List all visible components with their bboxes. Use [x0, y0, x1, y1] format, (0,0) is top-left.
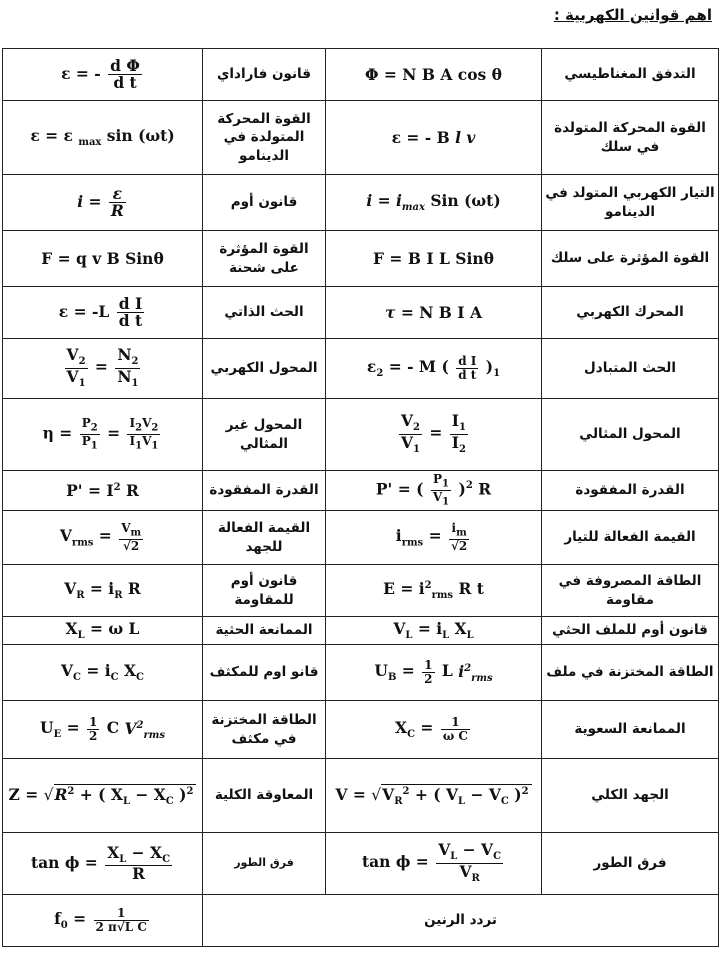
table-row — [3, 895, 719, 947]
law-name: القوة المحركة المتولدة في سلك — [542, 101, 719, 175]
law-name: تردد الرنين — [203, 895, 719, 947]
formula-mutual-induction: $\varepsilon_2$ = - M ( $\frac{\text{d I}}{\text{d t}}$ )$_1$ — [326, 339, 542, 399]
law-name: الحث المتبادل — [542, 339, 719, 399]
formula-power-loss-current: $P' = I^2$ R — [3, 471, 203, 511]
formula-wire-force: F = B I L Sinθ — [326, 231, 542, 287]
table-row — [3, 617, 719, 645]
table-row — [3, 701, 719, 759]
law-name: قانون أوم — [203, 175, 326, 231]
formula-efficiency: η = $\frac{P_2}{P_1}$ = $\frac{I_2V_2}{I_1V_1}$ — [3, 399, 203, 471]
table-row — [3, 565, 719, 617]
law-name: الطاقة المختزنة في مكثف — [203, 701, 326, 759]
formula-inductor-energy: $U_B$ = $\frac{1}{2}$ L $i^2_{rms}$ — [326, 645, 542, 701]
formula-flux: Φ = N B A cos θ — [326, 49, 542, 101]
law-name: فرق الطور — [203, 833, 326, 895]
formula-ohm: i = $\frac{\varepsilon}{R}$ — [3, 175, 203, 231]
formula-charge-force: F = q v B Sinθ — [3, 231, 203, 287]
formula-resistor-energy: $E = i^2_{rms}$ R t — [326, 565, 542, 617]
law-name: القوة المحركة المتولدة في الدينامو — [203, 101, 326, 175]
formula-capacitive-reactance: $X_C$ = $\frac{1}{\text{ω C}}$ — [326, 701, 542, 759]
law-name: القوة المؤثرة على سلك — [542, 231, 719, 287]
law-name: التدفق المغناطيسي — [542, 49, 719, 101]
table-row — [3, 49, 719, 101]
law-name: القيمة الفعالة للتيار — [542, 511, 719, 565]
law-name: الطاقة المختزنة في ملف — [542, 645, 719, 701]
formula-transformer: $\frac{V_2}{V_1}$ = $\frac{N_2}{N_1}$ — [3, 339, 203, 399]
formula-impedance: $Z = √R^2$ + ( $X_L - X_C$ )$^2$ — [3, 759, 203, 833]
table-row — [3, 471, 719, 511]
law-name: القيمة الفعالة للجهد — [203, 511, 326, 565]
formula-capacitor-ohm: $V_C = i_C$ $X_C$ — [3, 645, 203, 701]
formula-dynamo-emf: ε = ε $_{max}$ sin (ωt) — [3, 101, 203, 175]
formula-resonance: $f_0$ = $\frac{1}{\text{2 π√L C}}$ — [3, 895, 203, 947]
table-row — [3, 645, 719, 701]
law-name: الجهد الكلي — [542, 759, 719, 833]
law-name: الممانعة الحثية — [203, 617, 326, 645]
formula-resistor-ohm: $V_R = i_R$ R — [3, 565, 203, 617]
law-name: التيار الكهربي المتولد في الدينامو — [542, 175, 719, 231]
law-name: القدرة المفقودة — [203, 471, 326, 511]
table-row — [3, 231, 719, 287]
table-row — [3, 175, 719, 231]
law-name: القدرة المفقودة — [542, 471, 719, 511]
law-name: قانو اوم للمكثف — [203, 645, 326, 701]
law-name: الطاقة المصروفة في مقاومة — [542, 565, 719, 617]
law-name: المحول المثالي — [542, 399, 719, 471]
formula-wire-emf: ε = - B l v — [326, 101, 542, 175]
formula-motor-torque: τ = N B I A — [326, 287, 542, 339]
law-name: المحول الكهربي — [203, 339, 326, 399]
formula-power-loss-voltage: P' = ( $\frac{P_1}{V_1}$ )$^2$ R — [326, 471, 542, 511]
law-name: الممانعة السعوية — [542, 701, 719, 759]
table-row — [3, 833, 719, 895]
formula-faraday: ε = - $\frac{\text{d Φ}}{\text{d t}}$ — [3, 49, 203, 101]
law-name: قانون أوم للمقاومة — [203, 565, 326, 617]
formula-capacitor-energy: $U_E$ = $\frac{1}{2}$ C $V^2_{rms}$ — [3, 701, 203, 759]
table-row — [3, 511, 719, 565]
formula-rms-voltage: $V_{rms}$ = $\frac{V_m}{√2}$ — [3, 511, 203, 565]
table-row — [3, 339, 719, 399]
formula-ideal-transformer: $\frac{V_2}{V_1}$ = $\frac{I_1}{I_2}$ — [326, 399, 542, 471]
law-name: فرق الطور — [542, 833, 719, 895]
laws-table — [2, 48, 719, 947]
law-name: المحرك الكهربي — [542, 287, 719, 339]
law-name: الحث الذاتي — [203, 287, 326, 339]
formula-rms-current: $i_{rms}$ = $\frac{i_m}{√2}$ — [326, 511, 542, 565]
formula-phase-voltage: tan ϕ = $\frac{V_L - V_C}{V_R}$ — [326, 833, 542, 895]
law-name: المحول غير المثالي — [203, 399, 326, 471]
table-row — [3, 399, 719, 471]
law-name: قانون أوم للملف الحثي — [542, 617, 719, 645]
table-row — [3, 101, 719, 175]
table-row — [3, 287, 719, 339]
law-name: المعاوقة الكلية — [203, 759, 326, 833]
table-row — [3, 759, 719, 833]
page-title: اهم قوانين الكهربية : — [553, 6, 712, 24]
formula-inductor-ohm: $V_L = i_L$ $X_L$ — [326, 617, 542, 645]
formula-phase-impedance: tan ϕ = $\frac{X_L - X_C}{R}$ — [3, 833, 203, 895]
formula-dynamo-current: $i = i_{max}$ Sin (ωt) — [326, 175, 542, 231]
formula-self-induction: ε = -L $\frac{\text{d I}}{\text{d t}}$ — [3, 287, 203, 339]
law-name: القوة المؤثرة على شحنة — [203, 231, 326, 287]
law-name: قانون فاراداي — [203, 49, 326, 101]
formula-total-voltage: $V = √V_R^2$ + ( $V_L - V_C$ )$^2$ — [326, 759, 542, 833]
formula-inductive-reactance: $X_L = \omega$ L — [3, 617, 203, 645]
